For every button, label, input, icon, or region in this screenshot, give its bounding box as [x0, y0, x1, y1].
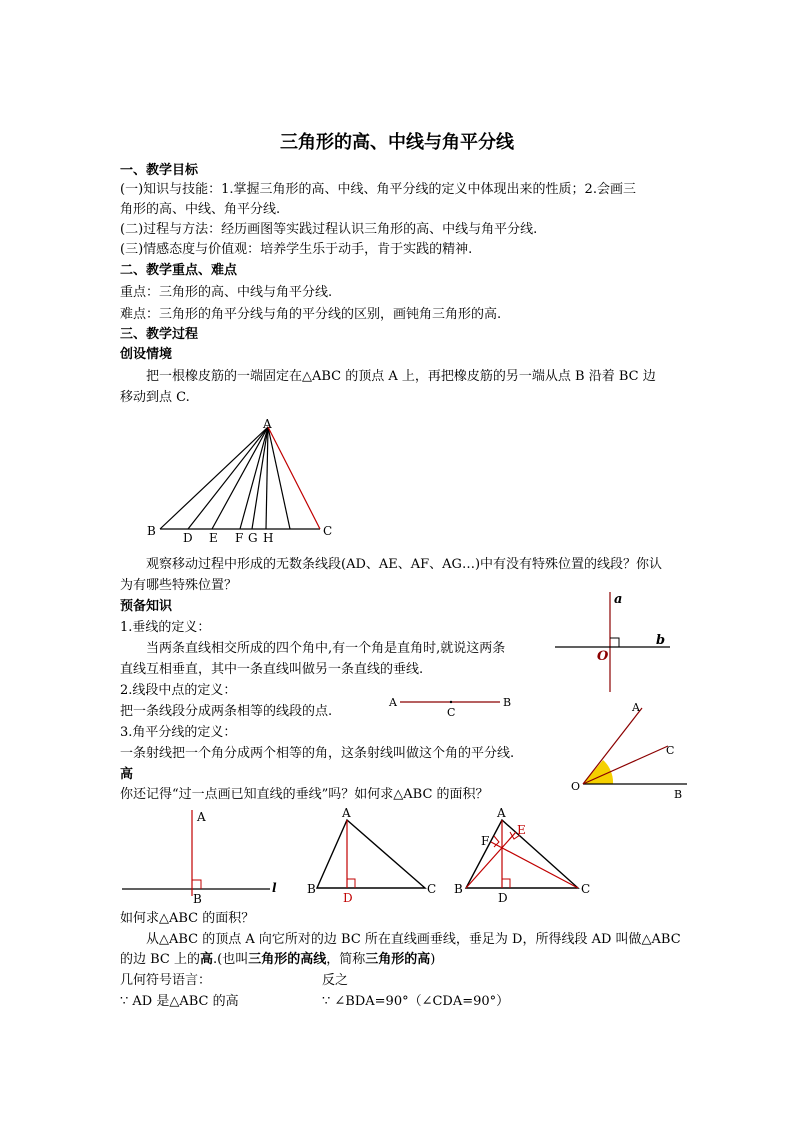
label-a: A: [497, 806, 506, 820]
segment-ab: [160, 427, 268, 529]
segment-extra: [268, 427, 290, 529]
midpoint-def-text: 把一条线段分成两条相等的线段的点.: [120, 704, 333, 719]
altitude-def-1: 从△ABC 的顶点 A 向它所对的边 BC 所在直线画垂线，垂足为 D，所得线段 AD 叫做△ABC: [146, 932, 681, 947]
label-a: A: [197, 810, 206, 824]
statement-1: ∵ AD 是△ABC 的高: [120, 994, 239, 1009]
subheading-altitude: 高: [120, 767, 134, 782]
perp-def-text-2: 直线互相垂直，其中一条直线叫做另一条直线的垂线.: [120, 662, 424, 677]
label-c: C: [581, 882, 591, 896]
label-a: A: [342, 806, 351, 820]
label-l: l: [272, 881, 277, 895]
label-d: D: [498, 891, 508, 905]
scenario-text-1: 把一根橡皮筋的一端固定在△ABC 的顶点 A 上，再把橡皮筋的另一端从点 B 沿着 BC 边: [146, 369, 656, 384]
perp-def-text-1: 当两条直线相交所成的四个角中,有一个角是直角时,就说这两条: [146, 641, 506, 656]
label-b: B: [503, 696, 512, 709]
objective-2: (二)过程与方法：经历画图等实践过程认识三角形的高、中线与角平分线.: [120, 222, 538, 237]
label-o: O: [571, 780, 581, 793]
bisector-def-heading: 3.角平分线的定义：: [120, 725, 237, 740]
section-heading-keypoints: 二、教学重点、难点: [120, 263, 238, 278]
scenario-text-2: 移动到点 C.: [120, 390, 190, 405]
segment-ac: [268, 427, 320, 529]
perpendicular-figure: [550, 588, 680, 698]
label-d: D: [343, 891, 353, 905]
label-b: B: [454, 882, 463, 896]
objective-1: (一)知识与技能：1.掌握三角形的高、中线、角平分线的定义中体现出来的性质；2.会画三: [120, 182, 636, 197]
label-o: O: [597, 649, 609, 664]
objective-3: (三)情感态度与价值观：培养学生乐于动手，肯于实践的精神.: [120, 242, 473, 257]
label-e: E: [517, 823, 526, 837]
label-b: B: [307, 882, 316, 896]
section-heading-objectives: 一、教学目标: [120, 163, 199, 178]
label-b: B: [674, 788, 683, 801]
label-a: A: [389, 696, 397, 709]
label-f: F: [235, 531, 244, 545]
label-c: C: [447, 706, 456, 719]
label-b: B: [147, 524, 156, 538]
label-c: C: [427, 882, 437, 896]
label-c: C: [666, 744, 675, 757]
observe-text-1: 观察移动过程中形成的无数条线段(AD、AE、AF、AG…)中有没有特殊位置的线段？你认: [146, 557, 663, 572]
difficulty: 难点：三角形的角平分线与角的平分线的区别，画钝角三角形的高.: [120, 307, 502, 322]
page-title: 三角形的高、中线与角平分线: [280, 132, 514, 153]
geo-symbol-label: 几何符号语言：: [120, 973, 212, 988]
label-a: A: [263, 417, 272, 431]
triangle-three-altitudes-figure: [450, 803, 600, 908]
label-b: b: [656, 633, 666, 648]
label-a: a: [614, 592, 623, 607]
label-h: H: [263, 531, 274, 545]
subheading-scenario: 创设情境: [120, 347, 173, 362]
line-perpendicular-figure: [120, 806, 285, 906]
keypoint: 重点：三角形的高、中线与角平分线.: [120, 285, 333, 300]
triangle-altitude-figure: [305, 803, 445, 908]
midpoint-figure: [385, 692, 520, 720]
label-b: B: [193, 892, 202, 906]
midpoint-def-heading: 2.线段中点的定义：: [120, 683, 237, 698]
label-a: A: [632, 701, 640, 714]
subheading-preliminary: 预备知识: [120, 599, 173, 614]
area-question: 如何求△ABC 的面积？: [120, 911, 255, 926]
observe-text-2: 为有哪些特殊位置？: [120, 578, 238, 593]
segment-ad: [188, 427, 268, 529]
statement-2: ∵ ∠BDA=90°（∠CDA=90°）: [322, 994, 510, 1009]
altitude-def-2: 的边 BC 上的高.(也叫三角形的高线，简称三角形的高): [120, 952, 436, 967]
label-f: F: [481, 834, 490, 848]
section-heading-process: 三、教学过程: [120, 327, 199, 342]
label-e: E: [209, 531, 218, 545]
angle-bisector-figure: [565, 698, 695, 803]
rubber-band-figure: [140, 415, 350, 550]
altitude-question: 你还记得“过一点画已知直线的垂线”吗？如何求△ABC 的面积？: [120, 787, 489, 802]
segment-ah: [266, 427, 268, 529]
label-d: D: [183, 531, 193, 545]
objective-1-cont: 角形的高、中线、角平分线.: [120, 202, 281, 217]
bisector-def-text: 一条射线把一个角分成两个相等的角，这条射线叫做这个角的平分线.: [120, 746, 515, 761]
label-g: G: [248, 531, 258, 545]
conversely-label: 反之: [322, 973, 349, 988]
label-c: C: [323, 524, 333, 538]
perp-def-heading: 1.垂线的定义：: [120, 620, 211, 635]
